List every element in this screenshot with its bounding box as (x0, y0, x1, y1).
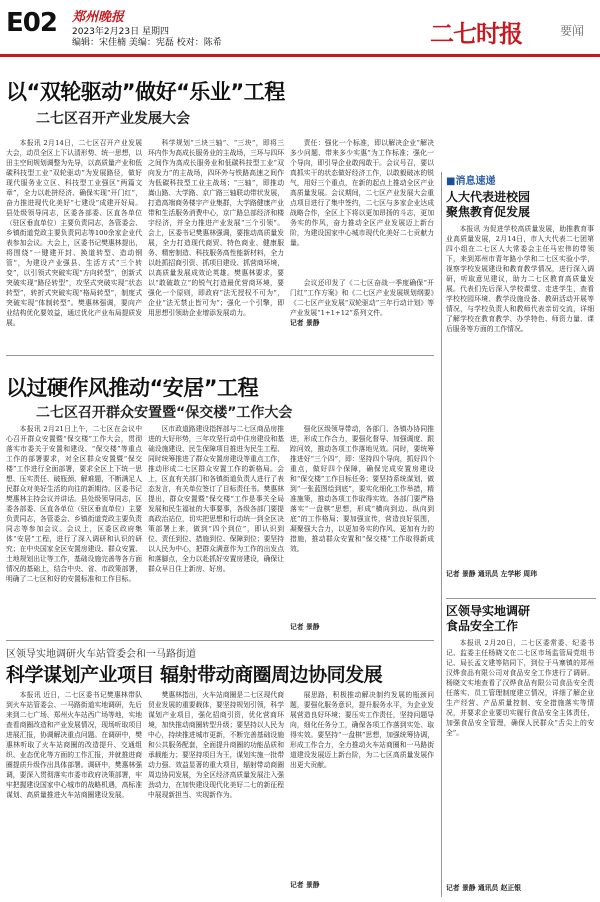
article3-reporter: 记者 景静 (290, 881, 320, 889)
article3-headline: 科学谋划产业项目 辐射带动商圈周边协同发展 (6, 664, 383, 686)
article1-text-3b: 会议还印发了《二七区奋战一季度确保“开门红”工作方案》和《二七区产业发展规划纲要》《二七区产业发展“双轮驱动”三年行动计划》等产业发展“1+1+12”系列文件。 (290, 279, 434, 317)
masthead-rule (0, 54, 600, 57)
article1-reporter: 记者 景静 (290, 319, 320, 327)
brief1-body: 本报讯 为促进学校高质量发展，助推教育事业高质量发展，2月14日，市人大代表二七团第四小组在二七区人大常委会主任马宏伟的带领下，来到郑州市青年路小学和二七区实验小学，视察学校发展建设和教育教学情况，进行深入调研，听取意见建议，助力二七区教育高质量发展。代表们先后深入学校课堂、走进学生，查看学校校园环境、教学设施设备、教研活动开展等情况，与学校负责人和教师代表亲切交流，详细了解学校在教育教学、办学特色、师资力量、课后服务等方面的工作情况。 (446, 225, 594, 333)
article3-text-3: 展思路，积极推动解决制约发展的瓶颈问题，要强化服务意识，提升服务水平，为企业发展营造良好环境；要压实工作责任，坚持问题导向，细化任务分工，确保各项工作落到实处、取得实效。要坚持“一盘棋”思想，加强统筹协调，形成工作合力，全力推动火车站商圈和一马路街道建设发展迈上新台阶，为二七区高质量发展作出更大贡献。 (290, 691, 434, 769)
article1-column-3 (290, 138, 434, 348)
article2-headline: 以过硬作风推动“安居”工程 (6, 376, 259, 400)
article1-text-3: 责任：强化一个标准，即以解决企业“解决多少问题、带来多少实惠”为工作标准；强化一个导向，即引导企业敢闯敢干。会议号召，要以真抓实干的状态做好经济工作，以敢毅破冰的锐气，用好三个重点，在新的起点上推动全区产业高质量发展。会议期间，二七区产业发展大会重点项目进行了集中签约，二七区与多家企业达成战略合作，全区上下将以更加昂扬的斗志，更加务实的作风，奋力推动全区产业发展迈上新台阶，为建设国家中心城市现代化美好二七贡献力量。 (290, 139, 434, 247)
article1-text-2: 科学规划“三块三轴”、“三块”，即将三环内作为高成长服务业的主战场，三环与四环之间作为高成长服务业和低碳科技型工业“双向发力”的主战场，四环外与铁路高速之间作为低碳科技型工业主战场；“三轴”，即推动嵩山路、大学路、京广路三轴联动带状发展，打造高端商务楼宇产业集群，大学路健康产业带和生活服务消费中心，京广路总部经济和楼宇经济，并全力推进产业发展“三个引领”。会上，区委书记樊惠林强调，要推动高质量发展，全力打造现代商贸、特色商业、健康服务、精密制造、科技服务高性能新材料，全力以赴抓招商引资、抓项目建设、抓营商环境，以高质量发展成效论英雄。樊惠林要求，要以“敢破敢立”的锐气打造最优营商环境，要强化一个原则，即政府“法无授权不可为”，企业“法无禁止皆可为”；强化一个引擎，即用思想引领助企业增添发展动力。 (148, 139, 284, 317)
article2-column-3 (290, 424, 434, 634)
article1-column-2 (148, 138, 284, 348)
article2-reporter: 记者 景静 (290, 623, 320, 631)
article2-column-1 (6, 424, 142, 634)
news-brief-tag: ■消息速递 (446, 176, 496, 187)
article2-text-3: 强化区级领导带动，各部门、各镇办协同推进，形成工作合力，要强化督导、加强调度、跟踪问效，推动各项工作落地见效。同时，要统筹推进好“三个四”，即：坚持四个导向，抓好四个重点，做好四个保障，确保完成安置房建设和“保交楼”工作目标任务；要坚持系统谋划，做到“一张蓝图绘到底”，要实化细化工作举措，精准施策，推动各项工作取得实效。各部门要严格落实“一盘棋”思想，形成“横向到边、纵向到底”的工作格局；要加强宣传，营造良好氛围，凝聚强大合力，以更加务实的作风、更加有力的措施，推动群众安置和“保交楼”工作取得新成效。 (290, 425, 434, 553)
article3-text-1: 本报讯 近日，二七区委书记樊惠林带队到火车站管委会、一马路街道实地调研，先后来到二七广场、郑州火车站西广场等地，实地查看商圈改造和产业发展情况，现场听取项目进展汇报，协调解决重点问题。在调研中，樊惠林听取了火车站商圈的改造提升、交通组织、业态优化等方面的工作汇报，并就推进商圈提质升级作出具体部署。调研中，樊惠林强调，要深入贯彻落实市委市政府决策部署，牢牢把握建设国家中心城市的战略机遇，高标准谋划、高质量推进火车站商圈建设发展。 (6, 691, 142, 799)
article3-column-1 (6, 690, 142, 895)
article2-text-1: 本报讯 2月21日上午，二七区在会议中心召开群众安置暨“保交楼”工作大会，贯彻落实市委关于安置和建设、“保交楼”等重点工作的部署要求，对全区群众安置暨“保交楼”工作进行全面部署，要求全区上下统一思想、压实责任、破瓶颈、解难题，不断满足人民群众对美好生活的向往的新期待。区委书记樊惠林主持会议并讲话。县处级领导同志，区委各部委、区直各单位（驻区垂直单位）主要负责同志，各管委会、乡镇街道党政主要负责同志等参加会议。会议上，区委区政府集体“安居”工程，进行了深入调研和认识的研究；在中央国家全区安置房建设、群众安置、土地规划出让等工作，基础设施完善等各方面情况的基础上，结合中央、省、市政策部署，明确了二七区和好的安置标准和工作目标。 (6, 425, 142, 583)
brief2-headline: 区领导实地调研 食品安全工作 (446, 604, 531, 633)
article2-text-2: 区市政道路建设指挥部与二七区商品房推进的大好形势，三年攻坚行动中住房建设和基础设施建设、民生保障项目推进为民生工程、同时统筹推进了群众安置房建设等重点工作，推动形成二七区群众安置工作的新格局。会上，区直有关部门和各镇街道负责人进行了表态发言，有关单位签订了目标责任书。樊惠林提出，群众安置暨“保交楼”工作是事关全局发展和民生福祉的大事要事，各级各部门要提高政治站位，切实把思想和行动统一到全区决策部署上来，做到“四个到位”，即认识到位、责任到位、措施到位、保障到位；要坚持以人民为中心，把群众满意作为工作的出发点和落脚点，全力以赴抓好安置房建设，确保让群众早日住上新房、好房。 (148, 425, 284, 573)
brief1-body-column (446, 224, 594, 582)
article2-column-2 (148, 424, 284, 634)
article1-subhead: 二七区召开产业发展大会 (36, 111, 190, 127)
masthead (0, 0, 600, 66)
section-label: 要闻 (560, 24, 585, 38)
page-number: E02 (6, 8, 57, 38)
brief1-credit: 记者 景静 通讯员 左学彬 周玮 (446, 570, 538, 578)
brief2-body-column (446, 638, 594, 896)
article3-kicker: 区领导实地调研火车站管委会和一马路街道 (6, 649, 196, 660)
article2-subhead: 二七区召开群众安置暨“保交楼”工作大会 (36, 405, 293, 421)
newspaper-logo: 郑州晚报 (72, 10, 125, 25)
supplement-title: 二七时报 (430, 20, 522, 48)
article3-column-3 (290, 690, 434, 895)
divider (6, 640, 434, 641)
article1-headline: 以“双轮驱动”做好“乐业”工程 (6, 80, 285, 104)
article1-text-1: 本报讯 2月14日，二七区召开产业发展大会，动员全区上下认清形势、统一思想，以田主空间规划调整为先导，以高质量产业和低碳科技型工业“双轮驱动”为发展路径，做好现代服务业立区、科技型工业强区“两篇文章”，全力以赴拼经济、确保实现“开门红”，奋力推进现代化美好“七建设”成建开好局。县处级领导同志，区委各部委、区直各单位（驻区垂直单位）主要负责同志，各管委会、乡镇街道党政主要负责同志等100余家企业代表参加会议。大会上，区委书记樊惠林提出，将围绕“一键建开封、换道转型、造动钢管”，为建设产业强县、生活方式“三个转变”，以引领式突破实现“方向转型”，创新式突破实现“路径转型”，攻坚式突破实现“状态转型”，转折式突破实现“格局转型”，制度式突破实现“体制转型”。樊惠林强调，要向产业结构优化要效益，通过优化产业布局提质发展。 (6, 139, 142, 327)
article1-column-1 (6, 138, 142, 348)
divider (446, 598, 596, 599)
brief2-credit: 记者 景静 通讯员 赵正银 (446, 884, 522, 892)
staff-credits: 编辑：宋佳楠 美编：宪磊 校对：陈希 (72, 38, 222, 48)
issue-date: 2023年2月23日 星期四 (72, 27, 169, 37)
divider (6, 355, 434, 356)
brief2-body: 本报讯 2月20日，二七区委常委、纪委书记、监委主任杨晓文在二七区市场监管局党组书记、局长孟文建等陪同下，到位于马寨镇的郑州汉烨食品有限公司对食品安全工作进行了调研。杨晓文实地查看了汉烨食品有限公司食品安全责任落实、员工管理制度建立情况，详细了解企业生产经营、产品质量控制、安全措施落实等情况，并要求企业要切实履行食品安全主体责任，加强食品安全管理，确保人民群众“舌尖上的安全”。 (446, 639, 594, 737)
brief1-headline: 人大代表进校园 聚焦教育促发展 (446, 190, 531, 219)
article3-column-2 (148, 690, 284, 895)
article3-text-2: 樊惠林指出，火车站商圈是二七区现代商贸业发展的重要载体，要坚持规划引领，科学谋划产业项目，强化招商引资，优化营商环境，加快推动商圈转型升级；要坚持以人民为中心，持续推进城市更新，不断完善基础设施和公共服务配套，全面提升商圈的功能品质和承载能力；要坚持项目为王，谋划实施一批带动力强、效益显著的重大项目，辐射带动商圈周边协同发展，为全区经济高质量发展注入强劲动力，在加快建设现代化美好二七的新征程中展现新担当、实现新作为。 (148, 691, 284, 799)
